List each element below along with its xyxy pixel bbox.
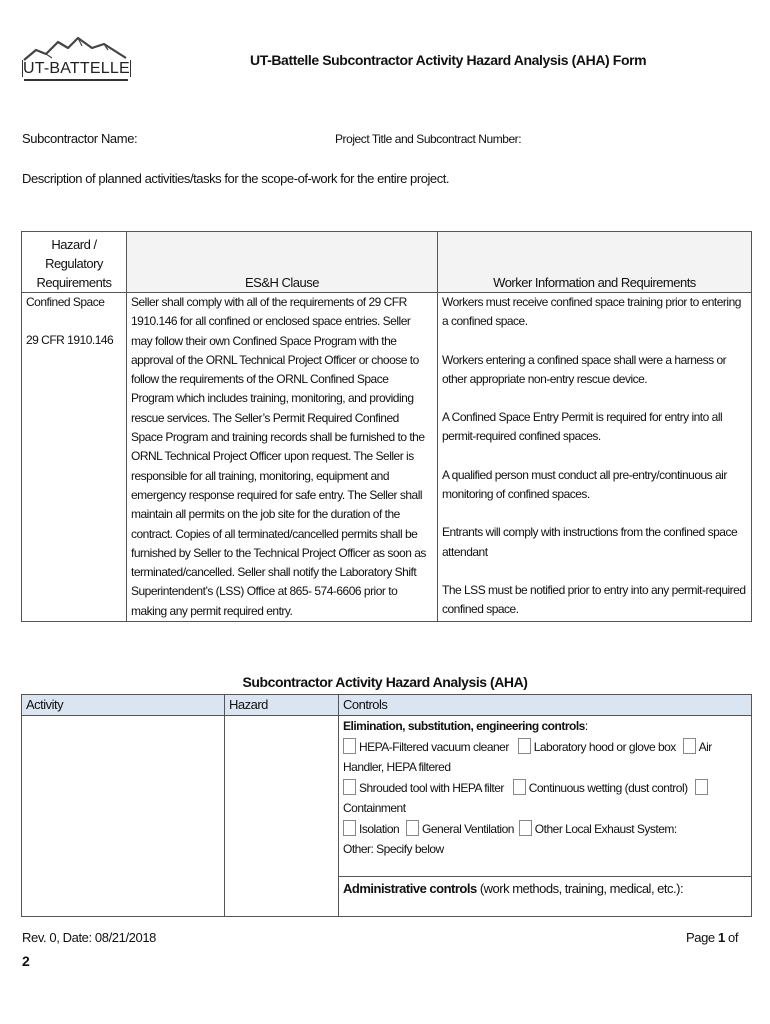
option-label: Air Handler, HEPA filtered <box>343 739 712 774</box>
option-label: General Ventilation <box>422 821 514 836</box>
logo-wordmark: UT-BATTELLE <box>23 60 130 77</box>
hazard-cell[interactable] <box>225 716 339 917</box>
page-label: Page <box>686 930 718 945</box>
activity-header: Activity <box>22 695 225 716</box>
air-handler-checkbox[interactable] <box>683 738 696 754</box>
worker-info-item: A qualified person must conduct all pre-entry/continuous air monitoring of confined spaces. <box>442 467 727 502</box>
option-label: HEPA-Filtered vacuum cleaner <box>359 739 509 754</box>
esh-clause-text: Seller shall comply with all of the requirements of 29 CFR 1910.146 for all confined or enclosed space entries. Seller may follow their own Confined Space Program with the approval of the ORNL Technical Project Officer or choose to follow the requirements of the ORNL Confined Space Program which includes training, monitoring, and providing rescue services. The Seller’s Permit Required Confined Space Program and training records shall be furnished to the ORNL Technical Project Officer upon request. The Seller is responsible for all training, monitoring, equipment and emergency response required for safe entry. The Seller shall maintain all permits on the job site for the duration of the contract. Copies of all terminated/cancelled permits shall be furnished by Seller to the Technical Project Officer as soon as terminated/cancelled. Seller shall notify the Laboratory Shift Superintendent’s (LSS) Office at 865- 574-6606 prior to making any permit required entry. <box>127 293 438 622</box>
lab-hood-checkbox[interactable] <box>518 738 531 754</box>
shrouded-tool-checkbox[interactable] <box>343 779 356 795</box>
continuous-wetting-checkbox[interactable] <box>513 779 526 795</box>
activity-cell[interactable] <box>22 716 225 917</box>
aha-table-header <box>22 695 752 716</box>
administrative-controls-heading: Administrative controls <box>343 881 477 896</box>
option-label: Other Local Exhaust System: <box>534 821 677 836</box>
description-label: Description of planned activities/tasks for the scope-of-work for the entire project. <box>22 171 450 186</box>
page-of-label: of <box>724 930 739 945</box>
aha-section-title: Subcontractor Activity Hazard Analysis (AHA) <box>242 674 528 690</box>
option-label: Isolation <box>359 821 400 836</box>
controls-header: Controls <box>339 695 752 716</box>
hazard-name: Confined Space <box>26 295 105 309</box>
esh-clause-table <box>21 231 752 622</box>
other-specify-label: Other: Specify below <box>343 842 444 856</box>
aha-table <box>21 694 752 917</box>
form-title: UT-Battelle Subcontractor Activity Hazard Analysis (AHA) Form <box>250 52 647 68</box>
worker-info-item: The LSS must be notified prior to entry into any permit-required confined space. <box>442 582 746 617</box>
project-title-label: Project Title and Subcontract Number: <box>335 132 522 146</box>
hazard-column-header: Hazard <box>225 695 339 716</box>
option-label: Continuous wetting (dust control) <box>528 780 688 795</box>
worker-info-item: Workers entering a confined space shall were a harness or other appropriate non-entry rescue device. <box>442 352 727 386</box>
local-exhaust-checkbox[interactable] <box>519 820 532 836</box>
general-ventilation-checkbox[interactable] <box>406 820 419 836</box>
worker-info-header: Worker Information and Requirements <box>438 232 752 293</box>
clause-table-row <box>22 293 752 622</box>
administrative-controls-detail: (work methods, training, medical, etc.): <box>476 881 684 896</box>
engineering-controls-heading: Elimination, substitution, engineering controls <box>343 719 585 733</box>
esh-clause-header: ES&H Clause <box>127 232 438 293</box>
option-label: Containment <box>343 801 406 815</box>
administrative-controls-cell[interactable] <box>339 877 752 917</box>
clause-table-header <box>22 232 752 293</box>
engineering-colon: : <box>584 719 588 733</box>
worker-info-item: A Confined Space Entry Permit is required for entry into all permit-required confined spaces. <box>442 410 723 444</box>
page-total: 2 <box>22 953 30 969</box>
subcontractor-name-label: Subcontractor Name: <box>22 131 138 146</box>
page-indicator <box>686 930 738 945</box>
worker-info-item: Workers must receive confined space training prior to entering a confined space. <box>442 295 741 329</box>
option-label: Shrouded tool with HEPA filter <box>359 780 504 795</box>
page-current: 1 <box>717 930 725 945</box>
worker-info-item: Entrants will comply with instructions from the confined space attendant <box>442 525 738 559</box>
hazard-header: Hazard / Regulatory Requirements <box>22 232 127 293</box>
option-label: Laboratory hood or glove box <box>533 739 676 754</box>
engineering-controls-cell <box>339 716 752 877</box>
revision-date: Rev. 0, Date: 08/21/2018 <box>22 930 156 945</box>
hazard-regulation: 29 CFR 1910.146 <box>26 333 114 348</box>
isolation-checkbox[interactable] <box>343 820 356 836</box>
containment-checkbox[interactable] <box>695 779 708 795</box>
hepa-vacuum-checkbox[interactable] <box>343 738 356 754</box>
aha-entry-row <box>22 716 752 877</box>
